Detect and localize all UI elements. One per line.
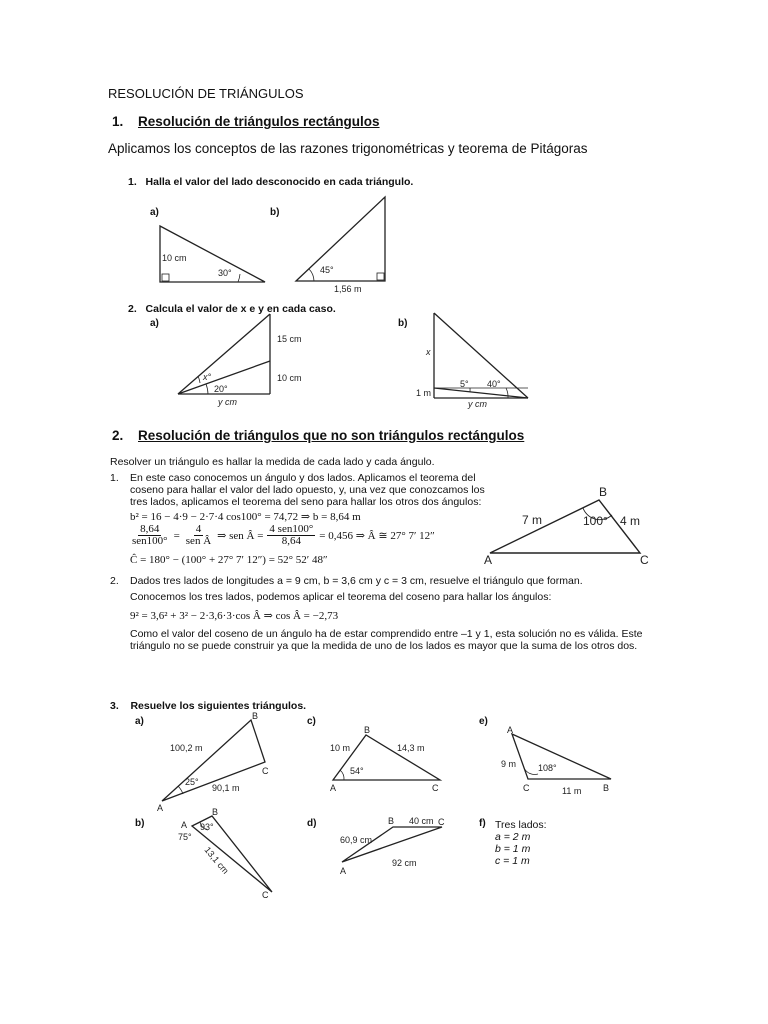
eq2-end: = 0,456 ⇒ Â ≅ 27° 7′ 12″	[319, 530, 435, 542]
ex3-label-b: b)	[135, 818, 145, 829]
tri-angle-100: 100°	[583, 514, 608, 528]
tri-label-A: A	[484, 553, 493, 567]
ex3b-side-13: 13,1 cm	[202, 844, 231, 876]
ex3c-C: C	[432, 783, 439, 793]
ex2-a-10: 10 cm	[277, 373, 302, 383]
ex3f-title: Tres lados:	[495, 819, 547, 831]
sec2-case1-line2: coseno para hallar el valor del lado opuesto, y, una vez que conozcamos los	[130, 484, 485, 496]
eq2-equals: =	[173, 529, 180, 542]
ex2-b-1: 1 m	[416, 388, 432, 398]
ex2-a-15: 15 cm	[277, 334, 302, 344]
sec2-case2-line1: Dados tres lados de longitudes a = 9 cm, b = 3,6 cm y c = 3 cm, resuelve el triángulo que forman.	[130, 575, 583, 587]
ex3a-C: C	[262, 766, 269, 776]
ex3a-side-100: 100,2 m	[170, 743, 203, 753]
exercise-3-number: 3.	[110, 700, 119, 712]
section-1-number: 1.	[112, 114, 124, 129]
exercise-2-text: Calcula el valor de x e y en cada caso.	[145, 303, 336, 315]
section-2-title: Resolución de triángulos que no son triángulos rectángulos	[138, 428, 525, 443]
ex3c-side-14: 14,3 m	[397, 743, 425, 753]
ex1-b-side: 1,56 m	[334, 284, 362, 294]
ex2-a-y: y cm	[218, 397, 237, 407]
document-title: RESOLUCIÓN DE TRIÁNGULOS	[108, 86, 304, 101]
eq2-f2-numerator: 4	[195, 523, 202, 535]
ex1-b-angle: 45°	[320, 265, 334, 275]
ex3a-side-90: 90,1 m	[212, 783, 240, 793]
sec2-case2-line4: triángulo no se puede construir ya que la medida de uno de los lados es mayor que la suma de los otros dos.	[130, 640, 638, 652]
sec2-case2-line3: Como el valor del coseno de un ángulo ha de estar comprendido entre –1 y 1, esta solución no es válida. Este	[130, 628, 643, 640]
exercise-1-text: Halla el valor del lado desconocido en cada triángulo.	[145, 176, 414, 188]
ex3e-angle-108: 108°	[538, 763, 557, 773]
ex3a-B: B	[252, 711, 259, 721]
ex3f-side-c: c = 1 m	[495, 855, 530, 867]
sec2-intro: Resolver un triángulo es hallar la medida de cada lado y cada ángulo.	[110, 456, 435, 468]
ex3b-C: C	[262, 890, 269, 900]
sec2-equation-1: b² = 16 − 4·9 − 2·7·4 cos100° = 74,72 ⇒ b = 8,64 m	[130, 511, 361, 523]
sec2-case1-number: 1.	[110, 472, 119, 484]
ex3d-side-60: 60,9 cm	[340, 835, 373, 845]
ex3d-side-40: 40 cm	[409, 816, 434, 826]
section-2-number: 2.	[112, 428, 124, 443]
exercise-3-text: Resuelve los siguientes triángulos.	[130, 700, 307, 712]
sec2-case2-number: 2.	[110, 575, 119, 587]
ex3d-B: B	[388, 816, 395, 826]
ex2-b-y: y cm	[468, 399, 487, 409]
section-1-intro: Aplicamos los conceptos de las razones trigonométricas y teorema de Pitágoras	[108, 141, 588, 156]
ex3c-A: A	[330, 783, 337, 793]
sec2-case1-line3: tres lados, aplicamos el teorema del seno para hallar los otros dos ángulos:	[130, 496, 482, 508]
sec2-equation-4: 9² = 3,6² + 3² − 2·3,6·3·cos Â ⇒ cos Â = −2,73	[130, 610, 339, 622]
ex2-label-a: a)	[150, 318, 159, 329]
ex3e-C: C	[523, 783, 530, 793]
exercise-2-number: 2.	[128, 303, 137, 315]
section-1-title: Resolución de triángulos rectángulos	[138, 114, 380, 129]
ex3c-side-10: 10 m	[330, 743, 351, 753]
ex3-label-a: a)	[135, 716, 144, 727]
ex2-b-5: 5°	[460, 379, 469, 389]
ex2-a-20: 20°	[214, 384, 228, 394]
ex1-label-b: b)	[270, 207, 280, 218]
ex1-a-side: 10 cm	[162, 253, 187, 263]
tri-label-B: B	[599, 485, 608, 499]
ex3d-A: A	[340, 866, 347, 876]
ex3d-side-92: 92 cm	[392, 858, 417, 868]
ex3c-angle-54: 54°	[350, 766, 364, 776]
ex3b-angle-75: 75°	[178, 832, 192, 842]
ex3d-C: C	[438, 817, 445, 827]
sec2-case2-line2: Conocemos los tres lados, podemos aplicar el teorema del coseno para hallar los ángulos:	[130, 591, 552, 603]
eq2-middle: ⇒ sen Â =	[217, 530, 264, 542]
eq2-f3-denominator: 8,64	[281, 535, 301, 547]
ex3e-B: B	[603, 783, 610, 793]
ex3a-angle-25: 25°	[185, 777, 199, 787]
ex3e-side-9: 9 m	[501, 759, 517, 769]
tri-side-4: 4 m	[620, 514, 641, 528]
ex3b-B: B	[212, 807, 219, 817]
ex3-label-c: c)	[307, 716, 316, 727]
ex3-label-e: e)	[479, 716, 488, 727]
ex3f-side-a: a = 2 m	[495, 831, 531, 843]
ex3e-A: A	[507, 725, 514, 735]
ex3-label-f: f)	[479, 818, 486, 829]
ex2-a-x: x°	[203, 372, 212, 382]
eq2-f1-numerator: 8,64	[140, 523, 160, 535]
ex1-a-angle: 30°	[218, 268, 232, 278]
tri-side-7: 7 m	[522, 513, 543, 527]
ex3e-side-11: 11 m	[562, 786, 582, 796]
ex3-label-d: d)	[307, 818, 317, 829]
ex3a-A: A	[157, 803, 164, 813]
ex2-label-b: b)	[398, 318, 408, 329]
ex3f-side-b: b = 1 m	[495, 843, 531, 855]
ex3b-angle-93: 93°	[200, 822, 214, 832]
exercise-1-number: 1.	[128, 176, 137, 188]
sec2-equation-3: Ĉ = 180° − (100° + 27° 7′ 12″) = 52° 52′ 48″	[130, 554, 328, 566]
ex3b-A: A	[181, 820, 188, 830]
eq2-f2-denominator: sen Â	[185, 535, 212, 547]
eq2-f1-denominator: sen100°	[132, 535, 168, 547]
sec2-case1-line1: En este caso conocemos un ángulo y dos lados. Aplicamos el teorema del	[130, 472, 476, 484]
ex2-b-x: x	[426, 347, 431, 357]
ex2-b-40: 40°	[487, 379, 501, 389]
eq2-f3-numerator: 4 sen100°	[269, 523, 314, 535]
ex3c-B: B	[364, 725, 371, 735]
ex1-label-a: a)	[150, 207, 159, 218]
tri-label-C: C	[640, 553, 649, 567]
